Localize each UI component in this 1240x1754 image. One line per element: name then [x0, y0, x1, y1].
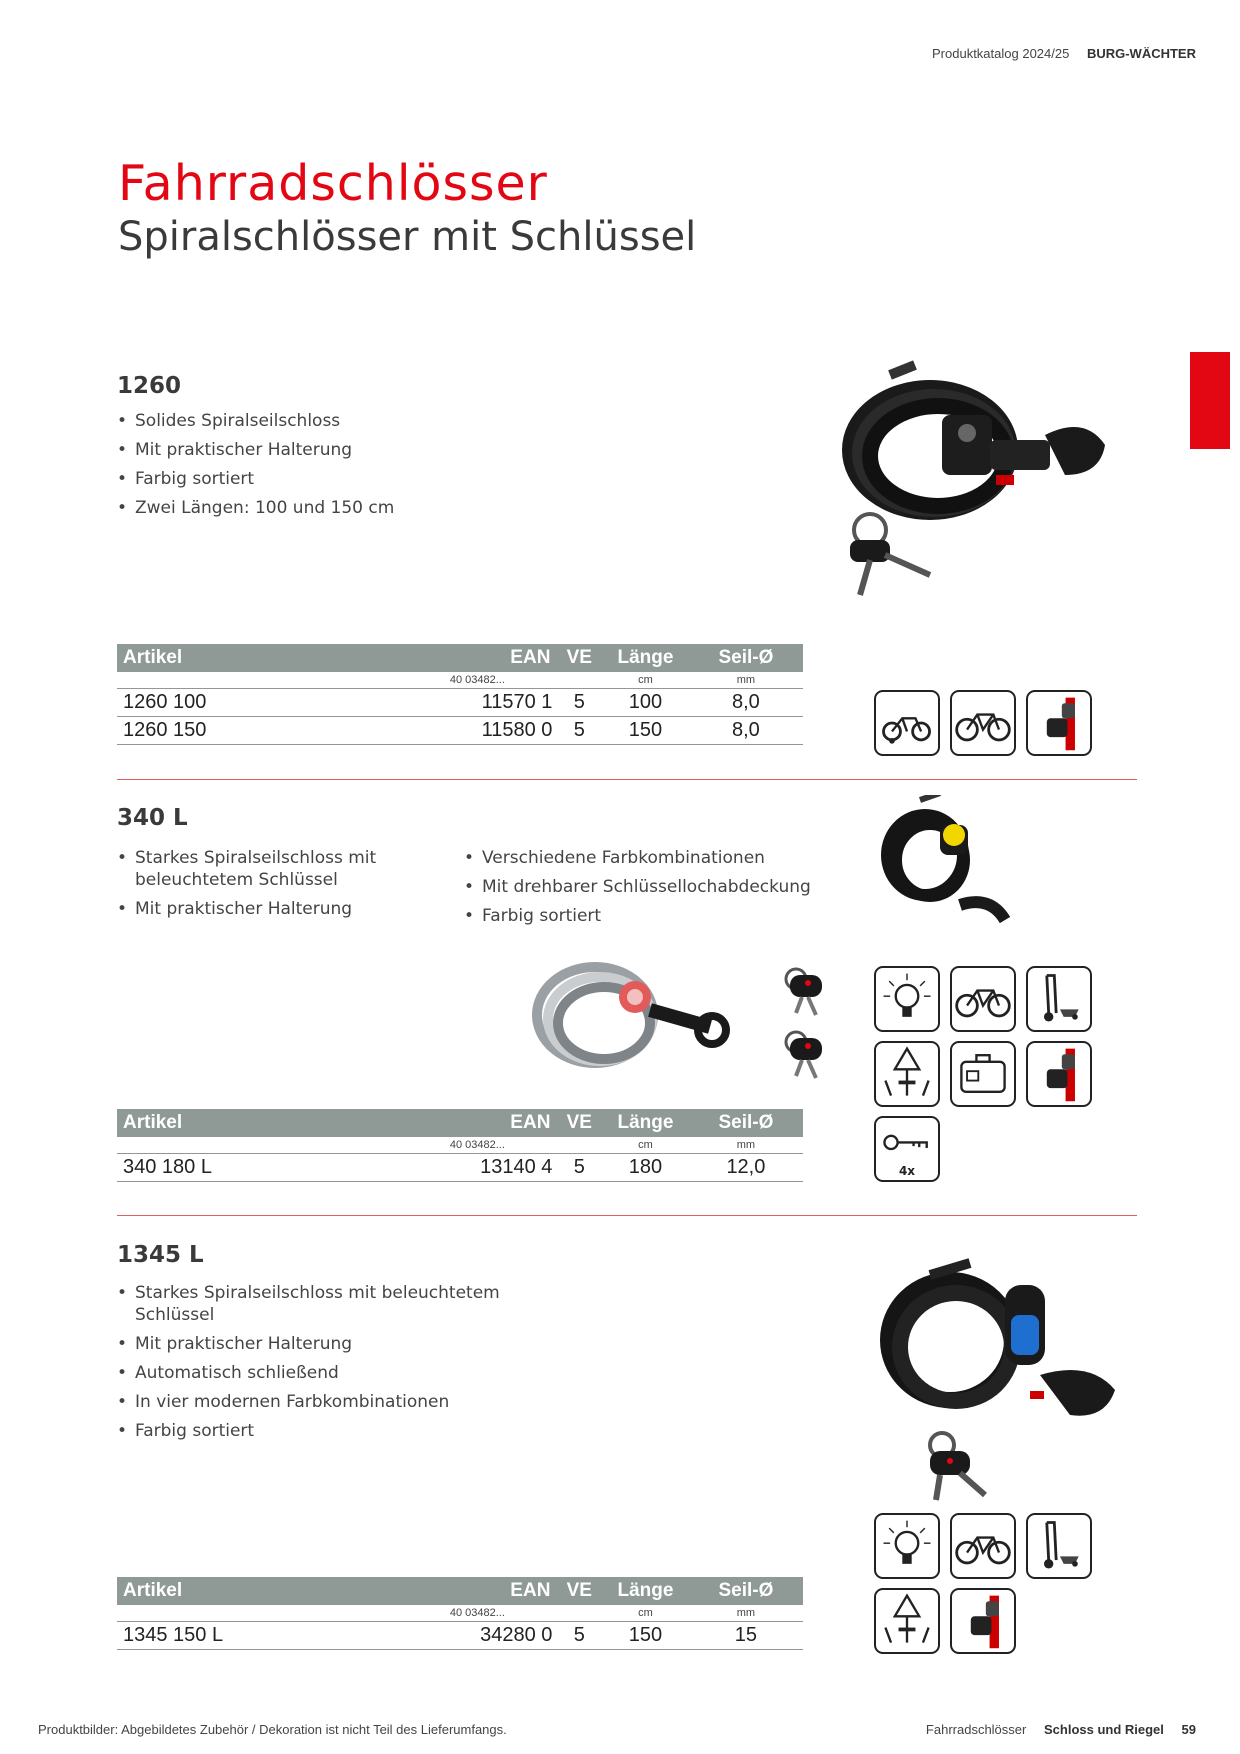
feature-list-left — [117, 847, 377, 927]
feature-item: • Mit praktischer Halterung — [117, 898, 377, 920]
product-name: 1345 L — [117, 1242, 204, 1268]
garden-furniture-icon — [874, 1588, 940, 1654]
brand-label: BURG-WÄCHTER — [1086, 46, 1196, 61]
section-divider — [117, 1215, 1137, 1216]
feature-item: • Mit praktischer Halterung — [117, 439, 617, 461]
product-name: 340 L — [117, 805, 188, 831]
catalog-label: Produktkatalog 2024/25 — [932, 46, 1070, 61]
key-count-label: 4x — [898, 1164, 916, 1178]
col-ean: EAN — [402, 644, 556, 672]
key-photo — [778, 965, 838, 1020]
product-photo-340L-black — [870, 795, 1010, 945]
page-header — [932, 46, 1196, 61]
product-name: 1260 — [117, 373, 182, 399]
table-row: 1260 100 11570 1 5 100 8,0 — [117, 688, 803, 716]
hand-truck-icon — [1026, 1513, 1092, 1579]
table-row: 1345 150 L 34280 0 5 150 15 — [117, 1621, 803, 1649]
feature-item: • Mit drehbarer Schlüssellochabdeckung — [464, 876, 864, 898]
feature-item: • Zwei Längen: 100 und 150 cm — [117, 497, 617, 519]
page-title: Fahrradschlösser — [118, 155, 548, 212]
hand-truck-icon — [1026, 966, 1092, 1032]
feature-item: • Starkes Spiralseilschloss mit beleuchtetem Schlüssel — [117, 1282, 517, 1326]
footer-note: Produktbilder: Abgebildetes Zubehör / Dekoration ist nicht Teil des Lieferumfangs. — [38, 1722, 507, 1737]
laenge-unit: cm — [602, 672, 689, 688]
spec-table: Artikel EAN VE Länge Seil-Ø 40 03482... cm mm 340 180 L 13140 4 5 180 12,0 — [117, 1109, 803, 1182]
footer-section: Fahrradschlösser — [925, 1722, 1027, 1737]
bicycle-icon — [950, 966, 1016, 1032]
col-laenge: Länge — [602, 644, 689, 672]
feature-item: • Farbig sortiert — [464, 905, 864, 927]
luggage-icon — [950, 1041, 1016, 1107]
light-bulb-icon — [874, 966, 940, 1032]
feature-item: • Starkes Spiralseilschloss mit beleuchtetem Schlüssel — [117, 847, 377, 891]
feature-item: • In vier modernen Farbkombinationen — [117, 1391, 517, 1413]
page-footer — [926, 1722, 1196, 1737]
page-subtitle: Spiralschlösser mit Schlüssel — [118, 214, 697, 260]
chapter-tab-marker — [1190, 352, 1230, 449]
bracket-mount-icon — [950, 1588, 1016, 1654]
ean-prefix: 40 03482... — [402, 672, 556, 688]
seil-unit: mm — [689, 672, 803, 688]
light-bulb-icon — [874, 1513, 940, 1579]
key-icon — [874, 1116, 940, 1182]
kids-bike-icon — [874, 690, 940, 756]
bracket-mount-icon — [1026, 1041, 1092, 1107]
feature-item: • Farbig sortiert — [117, 468, 617, 490]
feature-item: • Verschiedene Farbkombinationen — [464, 847, 864, 869]
table-row: 340 180 L 13140 4 5 180 12,0 — [117, 1153, 803, 1181]
col-artikel: Artikel — [117, 644, 402, 672]
key-photo — [778, 1028, 838, 1083]
feature-item: • Mit praktischer Halterung — [117, 1333, 517, 1355]
col-seil: Seil-Ø — [689, 644, 803, 672]
feature-item: • Solides Spiralseilschloss — [117, 410, 617, 432]
product-photo-1260 — [830, 355, 1150, 605]
bicycle-icon — [950, 1513, 1016, 1579]
garden-furniture-icon — [874, 1041, 940, 1107]
footer-chapter: Schloss und Riegel — [1043, 1722, 1164, 1737]
product-photo-340L-silver — [520, 955, 740, 1085]
feature-list — [117, 410, 617, 526]
bracket-mount-icon — [1026, 690, 1092, 756]
page-number: 59 — [1181, 1722, 1196, 1737]
bicycle-icon — [950, 690, 1016, 756]
col-ve: VE — [556, 644, 602, 672]
feature-item: • Automatisch schließend — [117, 1362, 517, 1384]
spec-table: Artikel EAN VE Länge Seil-Ø 40 03482... cm mm 1345 150 L 34280 0 5 150 15 — [117, 1577, 803, 1650]
section-divider — [117, 779, 1137, 780]
feature-item: • Farbig sortiert — [117, 1420, 517, 1442]
feature-list — [117, 1282, 517, 1449]
product-photo-1345L — [870, 1255, 1140, 1505]
feature-list-right — [464, 847, 864, 934]
spec-table — [117, 644, 803, 745]
table-row: 1260 150 11580 0 5 150 8,0 — [117, 716, 803, 744]
